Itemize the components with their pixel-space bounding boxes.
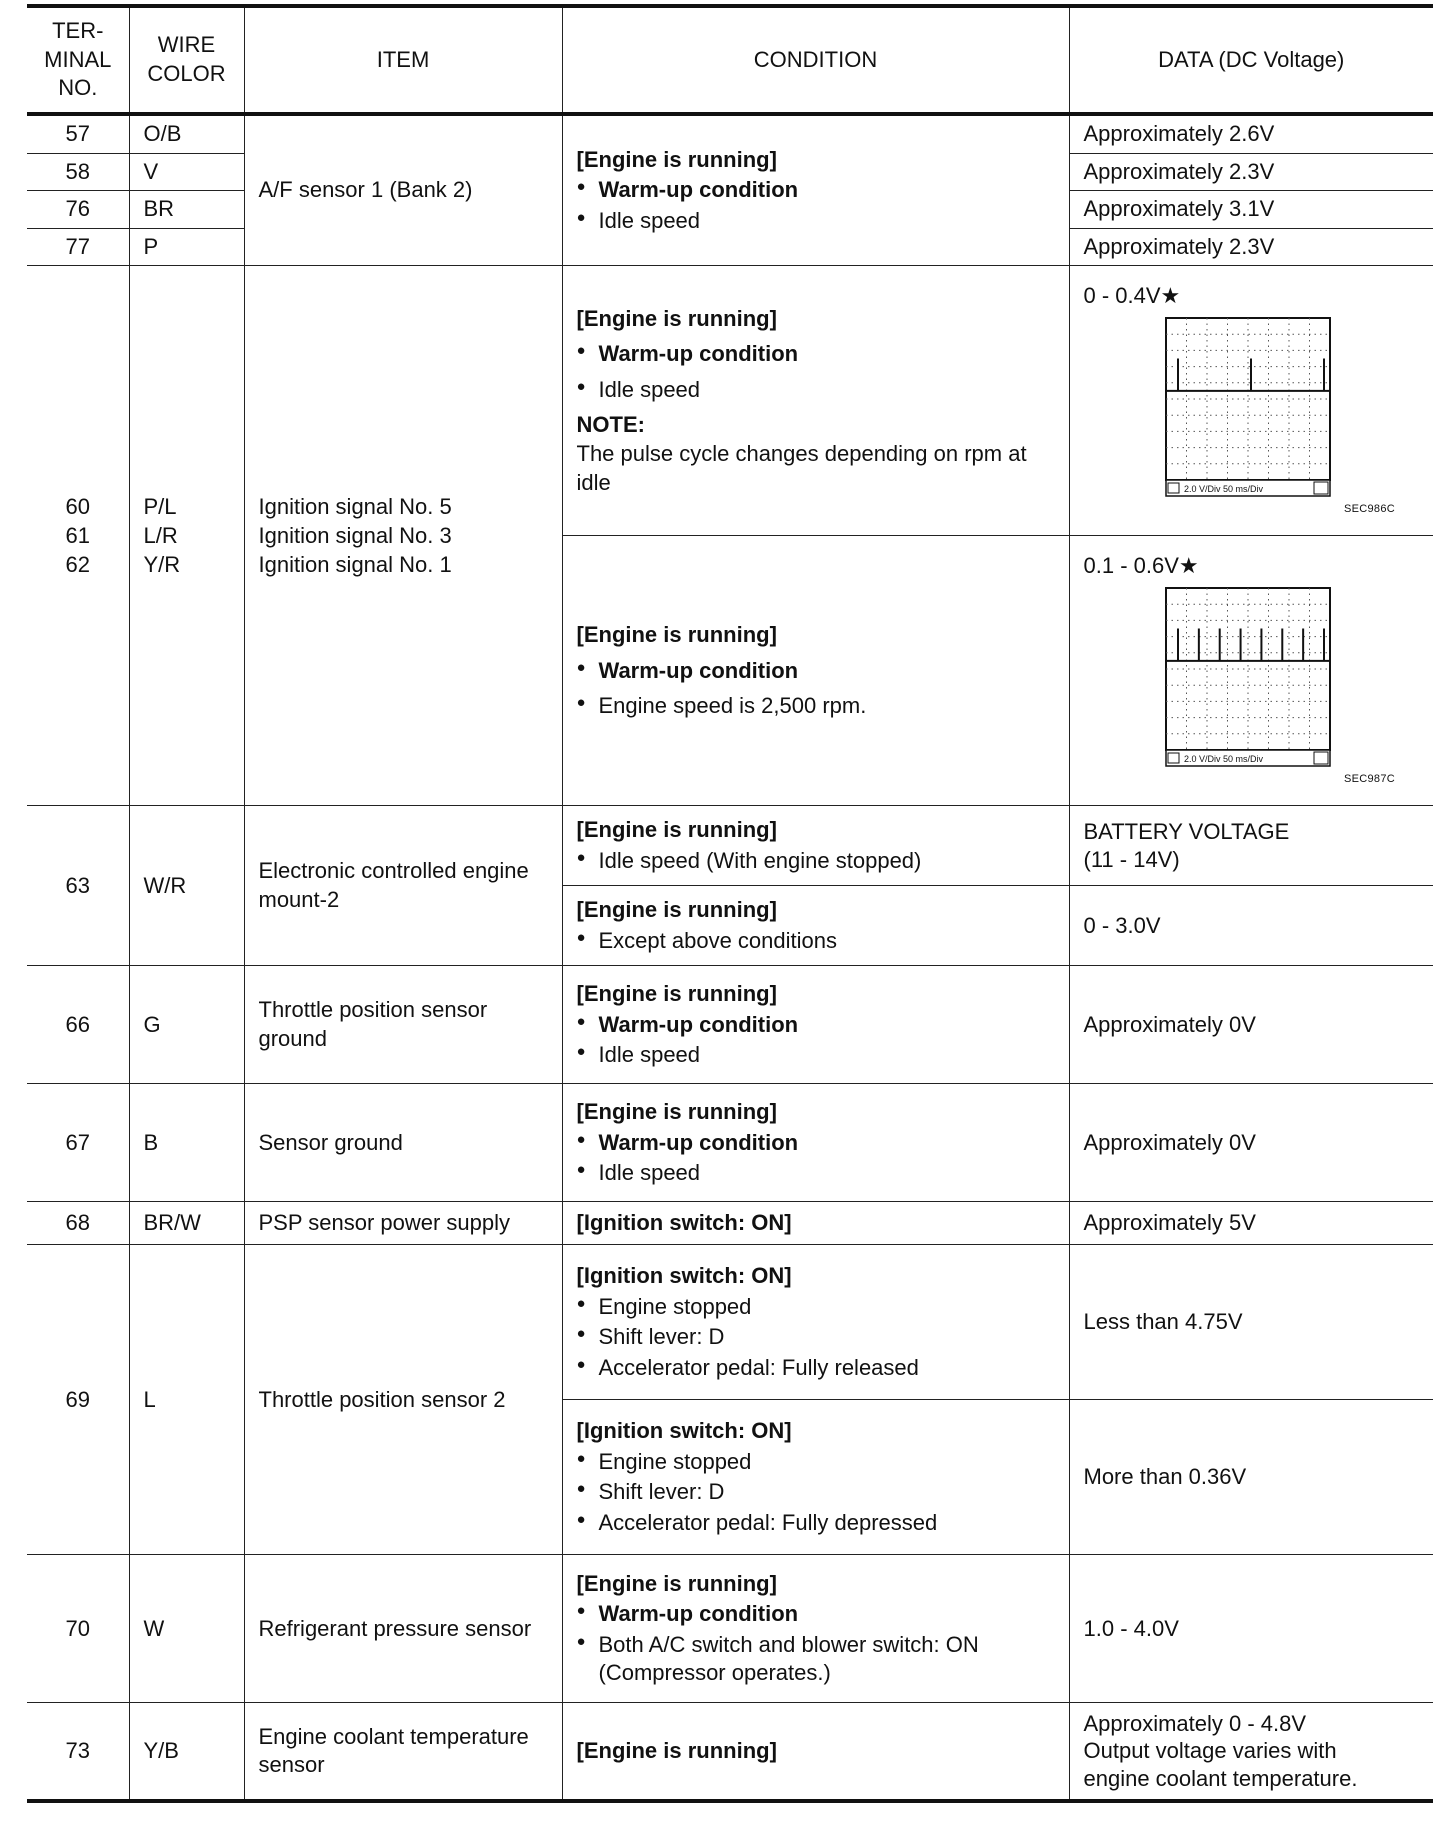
table-row: [27, 1703, 1433, 1801]
header-wire-color: [129, 6, 244, 114]
data-cell: [1069, 806, 1433, 886]
item-line: Ignition signal No. 5: [258, 494, 452, 520]
terminal-no: 73: [27, 1703, 129, 1801]
condition-bullet: ● Idle speed (With engine stopped): [577, 847, 1055, 876]
wire-color-line: Y/R: [143, 552, 181, 578]
table-row: [27, 966, 1433, 1084]
wire-color: P: [129, 228, 244, 266]
data-cell: Approximately 0V: [1069, 966, 1433, 1084]
condition-head: [Engine is running]: [576, 1570, 777, 1596]
condition-cell: [562, 966, 1069, 1084]
table-row: [27, 1084, 1433, 1202]
condition-bullet: ● Idle speed: [577, 376, 1055, 405]
condition-head: [Engine is running]: [576, 980, 777, 1006]
data-cell: Less than 4.75V: [1069, 1245, 1433, 1400]
header-condition: CONDITION: [562, 6, 1069, 114]
scope-figure: [1084, 546, 1420, 796]
condition-bullet: ● Warm-up condition: [577, 340, 1055, 369]
wire-color-line: L/R: [143, 523, 178, 549]
header-terminal: [27, 6, 129, 114]
item-cell: PSP sensor power supply: [244, 1202, 562, 1245]
scope-end-box: [1314, 482, 1328, 494]
condition-head: [Engine is running]: [576, 1737, 777, 1763]
data-cell: [1069, 1703, 1433, 1801]
condition-bullet: ● Idle speed: [577, 207, 1055, 236]
data-line: (11 - 14V): [1083, 846, 1180, 872]
condition-bullet: ● Engine speed is 2,500 rpm.: [577, 692, 1055, 721]
terminal-no: 67: [27, 1084, 129, 1202]
scope-scale-label: 2.0 V/Div 50 ms/Div: [1183, 483, 1263, 494]
condition-bullet: ● Shift lever: D: [577, 1478, 1055, 1507]
condition-cell: [562, 1245, 1069, 1400]
table-row: [27, 1245, 1433, 1400]
condition-bullet: ● Shift lever: D: [577, 1323, 1055, 1352]
condition-bullet: ● Idle speed: [577, 1159, 1055, 1188]
condition-cell: [562, 1084, 1069, 1202]
scope-channel-box: [1168, 753, 1179, 763]
data-cell: More than 0.36V: [1069, 1400, 1433, 1555]
terminal-no: 66: [27, 966, 129, 1084]
header-wire-line: WIRE: [157, 32, 216, 58]
table-row: [27, 1202, 1433, 1245]
table-header: [27, 6, 1433, 114]
data-cell: [1069, 536, 1433, 806]
condition-head: [Ignition switch: ON]: [576, 1263, 792, 1289]
wire-color: G: [129, 966, 244, 1084]
oscilloscope-waveform: [1164, 586, 1332, 770]
condition-head: [Ignition switch: ON]: [576, 1418, 792, 1444]
scope-figure: [1084, 276, 1420, 526]
condition-cell: [562, 886, 1069, 966]
terminal-no: 69: [27, 1245, 129, 1555]
wire-color: B: [129, 1084, 244, 1202]
wire-color: O/B: [129, 114, 244, 153]
terminal-no: 57: [27, 114, 129, 153]
wire-color: W: [129, 1555, 244, 1703]
condition-head: [Engine is running]: [576, 897, 777, 923]
item-line: Ignition signal No. 3: [258, 523, 452, 549]
wire-color: V: [129, 153, 244, 191]
condition-cell: [562, 1202, 1069, 1245]
header-terminal-line: NO.: [58, 75, 98, 101]
item-cell: Engine coolant temperature sensor: [244, 1703, 562, 1801]
condition-head: [Engine is running]: [576, 621, 777, 647]
data-line: engine coolant temperature.: [1083, 1765, 1358, 1791]
data-cell: Approximately 2.3V: [1069, 153, 1433, 191]
condition-cell: [562, 1400, 1069, 1555]
figure-code: SEC987C: [1343, 772, 1395, 785]
condition-head: [Ignition switch: ON]: [576, 1210, 792, 1236]
condition-bullet: [577, 1631, 1055, 1688]
condition-cell: [562, 1555, 1069, 1703]
condition-head: [Engine is running]: [576, 146, 777, 172]
data-cell: Approximately 5V: [1069, 1202, 1433, 1245]
table-row: [27, 806, 1433, 886]
condition-cell: [562, 114, 1069, 266]
wire-color-line: P/L: [143, 494, 177, 520]
table-row: [27, 1555, 1433, 1703]
terminal-no: 68: [27, 1202, 129, 1245]
condition-cell: [562, 1703, 1069, 1801]
condition-head: [Engine is running]: [576, 1098, 777, 1124]
item-line: Ignition signal No. 1: [258, 552, 452, 578]
terminal-no-line: 62: [65, 552, 90, 578]
header-data: DATA (DC Voltage): [1069, 6, 1433, 114]
item-cell: [244, 266, 562, 806]
scope-scale-label: 2.0 V/Div 50 ms/Div: [1183, 753, 1263, 764]
data-line: BATTERY VOLTAGE: [1083, 819, 1290, 845]
condition-cell: [562, 536, 1069, 806]
terminal-no: 76: [27, 191, 129, 229]
condition-bullet: ● Warm-up condition: [577, 1129, 1055, 1158]
header-terminal-line: TER-: [52, 18, 104, 44]
header-terminal-line: MINAL: [44, 46, 112, 72]
terminal-no: 63: [27, 806, 129, 966]
condition-cell: [562, 806, 1069, 886]
wire-color: BR/W: [129, 1202, 244, 1245]
terminal-no: 58: [27, 153, 129, 191]
condition-bullet: ● Warm-up condition: [577, 1011, 1055, 1040]
wire-color: Y/B: [129, 1703, 244, 1801]
item-cell: A/F sensor 1 (Bank 2): [244, 114, 562, 266]
terminal-no-line: 61: [65, 523, 90, 549]
condition-bullet: ● Warm-up condition: [577, 1600, 1055, 1629]
note-text: The pulse cycle changes depending on rpm at idle: [576, 440, 1027, 495]
oscilloscope-waveform: [1164, 316, 1332, 500]
condition-bullet-line: (Compressor operates.): [598, 1660, 831, 1686]
data-cell: Approximately 3.1V: [1069, 191, 1433, 229]
table-row: [27, 114, 1433, 153]
terminal-no: 70: [27, 1555, 129, 1703]
condition-head: [Engine is running]: [576, 305, 777, 331]
item-cell: Throttle position sensor 2: [244, 1245, 562, 1555]
scope-end-box: [1314, 752, 1328, 764]
header-item: ITEM: [244, 6, 562, 114]
data-cell: Approximately 0V: [1069, 1084, 1433, 1202]
condition-bullet: ● Warm-up condition: [577, 176, 1055, 205]
condition-bullet: ● Idle speed: [577, 1041, 1055, 1070]
terminal-data-table: [27, 4, 1433, 1803]
data-cell: [1069, 266, 1433, 536]
item-cell: Throttle position sensor ground: [244, 966, 562, 1084]
condition-bullet-line: ● Both A/C switch and blower switch: ON: [598, 1631, 979, 1657]
condition-head: [Engine is running]: [576, 817, 777, 843]
item-cell: Electronic controlled engine mount-2: [244, 806, 562, 966]
data-cell: Approximately 2.6V: [1069, 114, 1433, 153]
wire-color: W/R: [129, 806, 244, 966]
condition-bullet: ● Accelerator pedal: Fully depressed: [577, 1509, 1055, 1538]
condition-bullet: ● Warm-up condition: [577, 657, 1055, 686]
condition-cell: [562, 266, 1069, 536]
figure-code: SEC986C: [1343, 502, 1395, 515]
data-line: Approximately 0 - 4.8V: [1083, 1710, 1307, 1736]
terminal-no-line: 60: [65, 494, 90, 520]
note-label: NOTE:: [576, 412, 645, 438]
table-row: [27, 266, 1433, 536]
condition-bullet: ● Engine stopped: [577, 1293, 1055, 1322]
terminal-no: 77: [27, 228, 129, 266]
condition-bullet: ● Accelerator pedal: Fully released: [577, 1354, 1055, 1383]
data-value: 0.1 - 0.6V★: [1083, 552, 1199, 578]
header-wire-line: COLOR: [147, 61, 226, 86]
data-cell: Approximately 2.3V: [1069, 228, 1433, 266]
data-cell: 1.0 - 4.0V: [1069, 1555, 1433, 1703]
item-cell: Sensor ground: [244, 1084, 562, 1202]
data-value: 0 - 0.4V★: [1083, 282, 1181, 308]
wire-color: [129, 266, 244, 806]
terminal-no: [27, 266, 129, 806]
data-cell: 0 - 3.0V: [1069, 886, 1433, 966]
wire-color: L: [129, 1245, 244, 1555]
data-line: Output voltage varies with: [1083, 1738, 1337, 1764]
condition-bullet: ● Except above conditions: [577, 927, 1055, 956]
wire-color: BR: [129, 191, 244, 229]
scope-channel-box: [1168, 483, 1179, 493]
item-cell: Refrigerant pressure sensor: [244, 1555, 562, 1703]
condition-bullet: ● Engine stopped: [577, 1448, 1055, 1477]
